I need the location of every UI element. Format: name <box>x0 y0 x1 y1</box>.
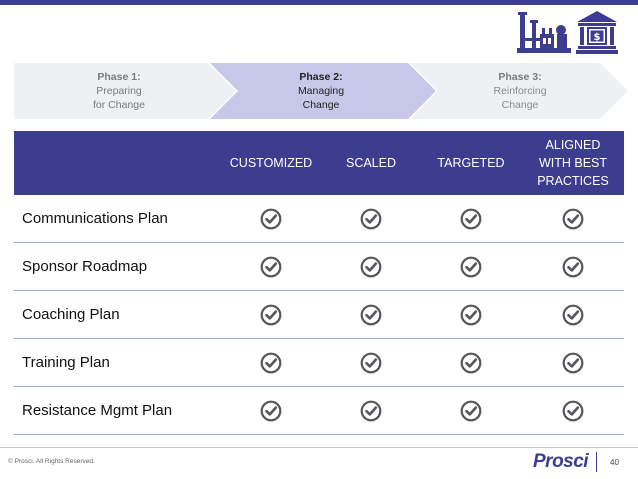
check-circle-icon <box>360 304 382 326</box>
phase-chevrons <box>0 63 638 119</box>
top-accent-bar <box>0 0 638 5</box>
header-aligned-line-1: ALIGNED <box>545 138 601 152</box>
check-circle-icon <box>460 208 482 230</box>
cell-scaled <box>322 195 420 242</box>
phase-2-title: Phase 2: <box>299 71 343 83</box>
header-aligned-best-practices <box>522 131 624 195</box>
page-number: 40 <box>610 458 619 467</box>
check-circle-icon <box>562 256 584 278</box>
phase-3-line-1: Reinforcing <box>493 85 547 97</box>
check-circle-icon <box>360 400 382 422</box>
check-circle-icon <box>360 208 382 230</box>
header-empty <box>14 131 220 195</box>
check-circle-icon <box>260 256 282 278</box>
cell-aligned <box>522 291 624 338</box>
svg-text:$: $ <box>593 32 601 43</box>
cell-customized <box>220 387 322 434</box>
header-aligned-line-3: PRACTICES <box>537 174 609 188</box>
change-plans-table <box>14 131 624 435</box>
phase-3-line-2: Change <box>501 99 539 111</box>
phase-1-line-2: for Change <box>93 99 145 111</box>
cell-aligned <box>522 387 624 434</box>
check-circle-icon <box>360 352 382 374</box>
cell-customized <box>220 243 322 290</box>
check-circle-icon <box>260 400 282 422</box>
row-label: Training Plan <box>22 354 110 371</box>
check-circle-icon <box>460 400 482 422</box>
phase-3 <box>445 63 595 119</box>
check-circle-icon <box>460 352 482 374</box>
cell-targeted <box>420 243 522 290</box>
cell-aligned <box>522 339 624 386</box>
cell-targeted <box>420 291 522 338</box>
table-header <box>14 131 624 195</box>
footer-divider-line <box>0 447 638 448</box>
table-row <box>14 195 624 243</box>
cell-targeted <box>420 339 522 386</box>
check-circle-icon <box>260 304 282 326</box>
cell-customized <box>220 291 322 338</box>
check-circle-icon <box>460 256 482 278</box>
cell-scaled <box>322 387 420 434</box>
cell-scaled <box>322 243 420 290</box>
header-icons <box>516 10 634 54</box>
header-aligned-line-2: WITH BEST <box>538 156 608 170</box>
row-label: Coaching Plan <box>22 306 120 323</box>
phase-2-line-2: Change <box>302 99 340 111</box>
cell-scaled <box>322 291 420 338</box>
check-circle-icon <box>562 208 584 230</box>
table-row <box>14 387 624 435</box>
phase-3-title: Phase 3: <box>498 71 542 83</box>
phase-1 <box>44 63 194 119</box>
cell-customized <box>220 195 322 242</box>
footer-vertical-divider <box>596 452 597 472</box>
header-scaled: SCALED <box>345 156 397 170</box>
factory-icon <box>516 10 572 54</box>
check-circle-icon <box>562 400 584 422</box>
table-row <box>14 339 624 387</box>
row-label: Sponsor Roadmap <box>22 258 148 275</box>
check-circle-icon <box>360 256 382 278</box>
check-circle-icon <box>260 208 282 230</box>
copyright-text: © Prosci. All Rights Reserved. <box>8 458 95 465</box>
cell-targeted <box>420 195 522 242</box>
prosci-logo: Prosci <box>533 451 589 472</box>
table-body <box>14 195 624 435</box>
phase-2-line-1: Managing <box>297 85 345 97</box>
row-label: Communications Plan <box>22 210 168 227</box>
check-circle-icon <box>562 304 584 326</box>
cell-customized <box>220 339 322 386</box>
phase-2 <box>246 63 396 119</box>
header-customized: CUSTOMIZED <box>229 156 313 170</box>
check-circle-icon <box>562 352 584 374</box>
bank-icon <box>576 10 618 54</box>
check-circle-icon <box>260 352 282 374</box>
check-circle-icon <box>460 304 482 326</box>
table-row <box>14 291 624 339</box>
cell-scaled <box>322 339 420 386</box>
cell-aligned <box>522 243 624 290</box>
table-row <box>14 243 624 291</box>
header-targeted: TARGETED <box>437 156 505 170</box>
phase-1-title: Phase 1: <box>97 71 141 83</box>
phase-1-line-1: Preparing <box>96 85 142 97</box>
row-label: Resistance Mgmt Plan <box>22 402 173 419</box>
cell-targeted <box>420 387 522 434</box>
cell-aligned <box>522 195 624 242</box>
